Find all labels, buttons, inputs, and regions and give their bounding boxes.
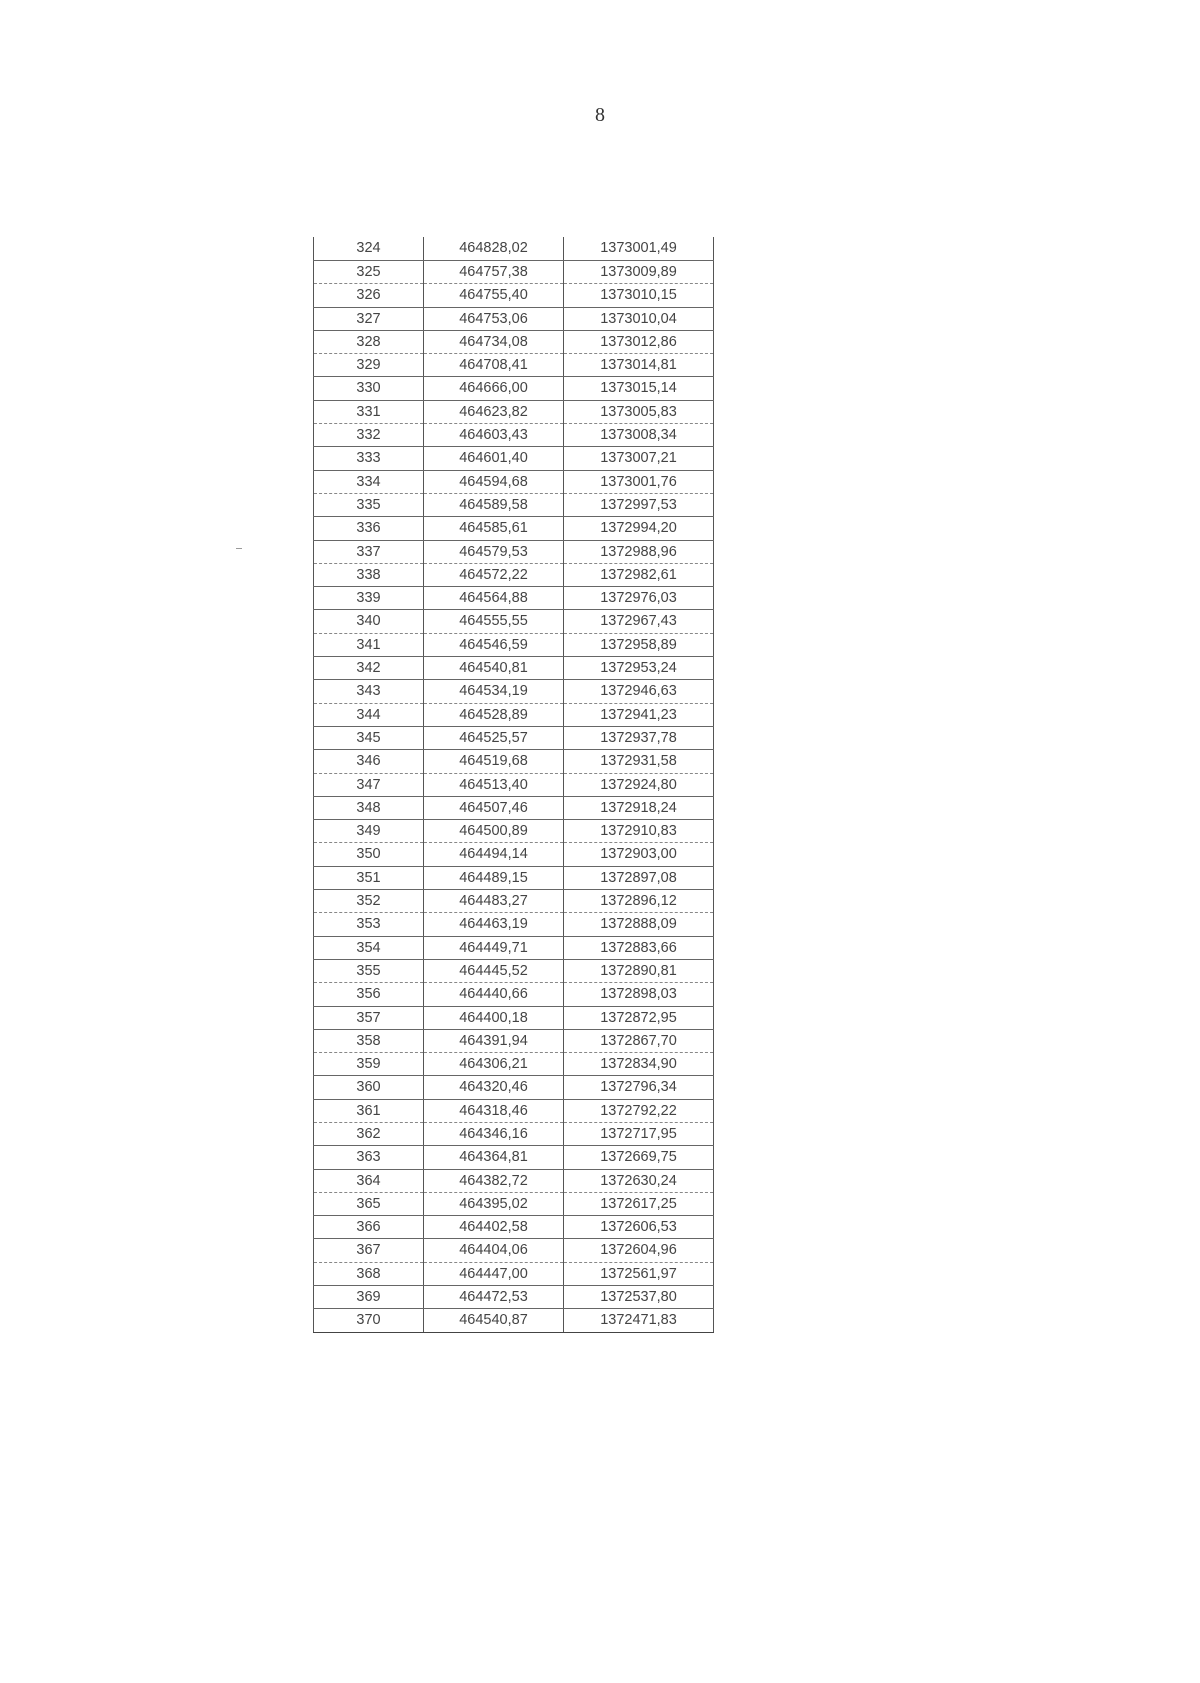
y-coordinate-cell: 1372982,61 <box>564 563 714 586</box>
x-coordinate-cell: 464440,66 <box>424 983 564 1006</box>
y-coordinate-cell: 1372988,96 <box>564 540 714 563</box>
x-coordinate-cell: 464500,89 <box>424 820 564 843</box>
x-coordinate-cell: 464564,88 <box>424 587 564 610</box>
point-number-cell: 333 <box>314 447 424 470</box>
y-coordinate-cell: 1373014,81 <box>564 354 714 377</box>
y-coordinate-cell: 1372606,53 <box>564 1216 714 1239</box>
x-coordinate-cell: 464447,00 <box>424 1262 564 1285</box>
x-coordinate-cell: 464734,08 <box>424 330 564 353</box>
y-coordinate-cell: 1373012,86 <box>564 330 714 353</box>
x-coordinate-cell: 464540,81 <box>424 657 564 680</box>
table-row <box>314 820 714 843</box>
y-coordinate-cell: 1373007,21 <box>564 447 714 470</box>
x-coordinate-cell: 464364,81 <box>424 1146 564 1169</box>
y-coordinate-cell: 1373008,34 <box>564 424 714 447</box>
point-number-cell: 331 <box>314 400 424 423</box>
table-row <box>314 517 714 540</box>
x-coordinate-cell: 464555,55 <box>424 610 564 633</box>
x-coordinate-cell: 464489,15 <box>424 866 564 889</box>
y-coordinate-cell: 1372888,09 <box>564 913 714 936</box>
table-row <box>314 1006 714 1029</box>
x-coordinate-cell: 464507,46 <box>424 796 564 819</box>
y-coordinate-cell: 1372976,03 <box>564 587 714 610</box>
y-coordinate-cell: 1372717,95 <box>564 1122 714 1145</box>
point-number-cell: 355 <box>314 959 424 982</box>
table-row <box>314 633 714 656</box>
y-coordinate-cell: 1372537,80 <box>564 1286 714 1309</box>
point-number-cell: 340 <box>314 610 424 633</box>
x-coordinate-cell: 464318,46 <box>424 1099 564 1122</box>
point-number-cell: 368 <box>314 1262 424 1285</box>
point-number-cell: 328 <box>314 330 424 353</box>
table-row <box>314 773 714 796</box>
point-number-cell: 362 <box>314 1122 424 1145</box>
point-number-cell: 352 <box>314 890 424 913</box>
x-coordinate-cell: 464572,22 <box>424 563 564 586</box>
table-row <box>314 890 714 913</box>
point-number-cell: 366 <box>314 1216 424 1239</box>
coordinates-table <box>313 237 714 1333</box>
point-number-cell: 367 <box>314 1239 424 1262</box>
y-coordinate-cell: 1372669,75 <box>564 1146 714 1169</box>
x-coordinate-cell: 464757,38 <box>424 261 564 284</box>
x-coordinate-cell: 464534,19 <box>424 680 564 703</box>
table-row <box>314 377 714 400</box>
point-number-cell: 361 <box>314 1099 424 1122</box>
point-number-cell: 343 <box>314 680 424 703</box>
table-row <box>314 866 714 889</box>
y-coordinate-cell: 1373009,89 <box>564 261 714 284</box>
y-coordinate-cell: 1372897,08 <box>564 866 714 889</box>
table-row <box>314 913 714 936</box>
point-number-cell: 358 <box>314 1029 424 1052</box>
point-number-cell: 335 <box>314 493 424 516</box>
x-coordinate-cell: 464601,40 <box>424 447 564 470</box>
y-coordinate-cell: 1372890,81 <box>564 959 714 982</box>
table-row <box>314 726 714 749</box>
table-row <box>314 1122 714 1145</box>
y-coordinate-cell: 1373001,76 <box>564 470 714 493</box>
y-coordinate-cell: 1372883,66 <box>564 936 714 959</box>
x-coordinate-cell: 464445,52 <box>424 959 564 982</box>
y-coordinate-cell: 1372953,24 <box>564 657 714 680</box>
x-coordinate-cell: 464528,89 <box>424 703 564 726</box>
y-coordinate-cell: 1372937,78 <box>564 726 714 749</box>
table-row <box>314 1309 714 1332</box>
point-number-cell: 369 <box>314 1286 424 1309</box>
table-row <box>314 1076 714 1099</box>
y-coordinate-cell: 1372561,97 <box>564 1262 714 1285</box>
y-coordinate-cell: 1372471,83 <box>564 1309 714 1332</box>
point-number-cell: 338 <box>314 563 424 586</box>
point-number-cell: 346 <box>314 750 424 773</box>
y-coordinate-cell: 1372918,24 <box>564 796 714 819</box>
y-coordinate-cell: 1372630,24 <box>564 1169 714 1192</box>
point-number-cell: 324 <box>314 237 424 261</box>
x-coordinate-cell: 464346,16 <box>424 1122 564 1145</box>
x-coordinate-cell: 464395,02 <box>424 1192 564 1215</box>
table-row <box>314 284 714 307</box>
table-row <box>314 1216 714 1239</box>
table-row <box>314 400 714 423</box>
table-row <box>314 657 714 680</box>
table-row <box>314 1029 714 1052</box>
table-row <box>314 493 714 516</box>
y-coordinate-cell: 1372997,53 <box>564 493 714 516</box>
y-coordinate-cell: 1372941,23 <box>564 703 714 726</box>
y-coordinate-cell: 1373005,83 <box>564 400 714 423</box>
point-number-cell: 327 <box>314 307 424 330</box>
point-number-cell: 341 <box>314 633 424 656</box>
table-row <box>314 1053 714 1076</box>
point-number-cell: 364 <box>314 1169 424 1192</box>
x-coordinate-cell: 464546,59 <box>424 633 564 656</box>
table-row <box>314 959 714 982</box>
point-number-cell: 359 <box>314 1053 424 1076</box>
point-number-cell: 337 <box>314 540 424 563</box>
y-coordinate-cell: 1372994,20 <box>564 517 714 540</box>
y-coordinate-cell: 1372872,95 <box>564 1006 714 1029</box>
y-coordinate-cell: 1372867,70 <box>564 1029 714 1052</box>
y-coordinate-cell: 1372792,22 <box>564 1099 714 1122</box>
scan-mark <box>236 548 242 549</box>
point-number-cell: 347 <box>314 773 424 796</box>
y-coordinate-cell: 1372924,80 <box>564 773 714 796</box>
x-coordinate-cell: 464320,46 <box>424 1076 564 1099</box>
x-coordinate-cell: 464513,40 <box>424 773 564 796</box>
table-row <box>314 1239 714 1262</box>
point-number-cell: 357 <box>314 1006 424 1029</box>
table-row <box>314 330 714 353</box>
y-coordinate-cell: 1372903,00 <box>564 843 714 866</box>
x-coordinate-cell: 464755,40 <box>424 284 564 307</box>
x-coordinate-cell: 464404,06 <box>424 1239 564 1262</box>
y-coordinate-cell: 1372967,43 <box>564 610 714 633</box>
table-row <box>314 1169 714 1192</box>
point-number-cell: 326 <box>314 284 424 307</box>
x-coordinate-cell: 464494,14 <box>424 843 564 866</box>
y-coordinate-cell: 1372958,89 <box>564 633 714 656</box>
table-row <box>314 750 714 773</box>
x-coordinate-cell: 464449,71 <box>424 936 564 959</box>
point-number-cell: 336 <box>314 517 424 540</box>
table-row <box>314 1286 714 1309</box>
table-row <box>314 307 714 330</box>
y-coordinate-cell: 1373010,15 <box>564 284 714 307</box>
point-number-cell: 360 <box>314 1076 424 1099</box>
table-row <box>314 1146 714 1169</box>
x-coordinate-cell: 464472,53 <box>424 1286 564 1309</box>
point-number-cell: 349 <box>314 820 424 843</box>
x-coordinate-cell: 464391,94 <box>424 1029 564 1052</box>
y-coordinate-cell: 1372604,96 <box>564 1239 714 1262</box>
table-row <box>314 1099 714 1122</box>
x-coordinate-cell: 464400,18 <box>424 1006 564 1029</box>
table-row <box>314 447 714 470</box>
x-coordinate-cell: 464402,58 <box>424 1216 564 1239</box>
point-number-cell: 345 <box>314 726 424 749</box>
point-number-cell: 342 <box>314 657 424 680</box>
x-coordinate-cell: 464589,58 <box>424 493 564 516</box>
x-coordinate-cell: 464579,53 <box>424 540 564 563</box>
x-coordinate-cell: 464483,27 <box>424 890 564 913</box>
table-row <box>314 1262 714 1285</box>
x-coordinate-cell: 464306,21 <box>424 1053 564 1076</box>
y-coordinate-cell: 1373001,49 <box>564 237 714 261</box>
point-number-cell: 370 <box>314 1309 424 1332</box>
coordinates-table-container <box>313 237 713 1333</box>
point-number-cell: 325 <box>314 261 424 284</box>
table-row <box>314 843 714 866</box>
table-row <box>314 540 714 563</box>
table-row <box>314 703 714 726</box>
y-coordinate-cell: 1372896,12 <box>564 890 714 913</box>
x-coordinate-cell: 464540,87 <box>424 1309 564 1332</box>
x-coordinate-cell: 464753,06 <box>424 307 564 330</box>
x-coordinate-cell: 464623,82 <box>424 400 564 423</box>
point-number-cell: 365 <box>314 1192 424 1215</box>
x-coordinate-cell: 464585,61 <box>424 517 564 540</box>
table-row <box>314 424 714 447</box>
y-coordinate-cell: 1372910,83 <box>564 820 714 843</box>
y-coordinate-cell: 1372617,25 <box>564 1192 714 1215</box>
table-row <box>314 610 714 633</box>
x-coordinate-cell: 464382,72 <box>424 1169 564 1192</box>
x-coordinate-cell: 464828,02 <box>424 237 564 261</box>
x-coordinate-cell: 464519,68 <box>424 750 564 773</box>
point-number-cell: 356 <box>314 983 424 1006</box>
y-coordinate-cell: 1372946,63 <box>564 680 714 703</box>
point-number-cell: 348 <box>314 796 424 819</box>
point-number-cell: 363 <box>314 1146 424 1169</box>
x-coordinate-cell: 464666,00 <box>424 377 564 400</box>
x-coordinate-cell: 464525,57 <box>424 726 564 749</box>
y-coordinate-cell: 1373015,14 <box>564 377 714 400</box>
x-coordinate-cell: 464594,68 <box>424 470 564 493</box>
x-coordinate-cell: 464708,41 <box>424 354 564 377</box>
y-coordinate-cell: 1372796,34 <box>564 1076 714 1099</box>
y-coordinate-cell: 1372834,90 <box>564 1053 714 1076</box>
y-coordinate-cell: 1373010,04 <box>564 307 714 330</box>
table-row <box>314 563 714 586</box>
point-number-cell: 354 <box>314 936 424 959</box>
coordinates-table-body <box>314 237 714 1332</box>
table-row <box>314 261 714 284</box>
y-coordinate-cell: 1372898,03 <box>564 983 714 1006</box>
point-number-cell: 334 <box>314 470 424 493</box>
x-coordinate-cell: 464603,43 <box>424 424 564 447</box>
table-row <box>314 680 714 703</box>
page-number: 8 <box>595 104 605 126</box>
point-number-cell: 330 <box>314 377 424 400</box>
point-number-cell: 350 <box>314 843 424 866</box>
table-row <box>314 354 714 377</box>
table-row <box>314 796 714 819</box>
table-row <box>314 1192 714 1215</box>
point-number-cell: 353 <box>314 913 424 936</box>
x-coordinate-cell: 464463,19 <box>424 913 564 936</box>
y-coordinate-cell: 1372931,58 <box>564 750 714 773</box>
table-row <box>314 936 714 959</box>
table-row <box>314 587 714 610</box>
point-number-cell: 344 <box>314 703 424 726</box>
table-row <box>314 470 714 493</box>
point-number-cell: 351 <box>314 866 424 889</box>
point-number-cell: 332 <box>314 424 424 447</box>
table-row <box>314 983 714 1006</box>
point-number-cell: 329 <box>314 354 424 377</box>
point-number-cell: 339 <box>314 587 424 610</box>
table-row <box>314 237 714 261</box>
